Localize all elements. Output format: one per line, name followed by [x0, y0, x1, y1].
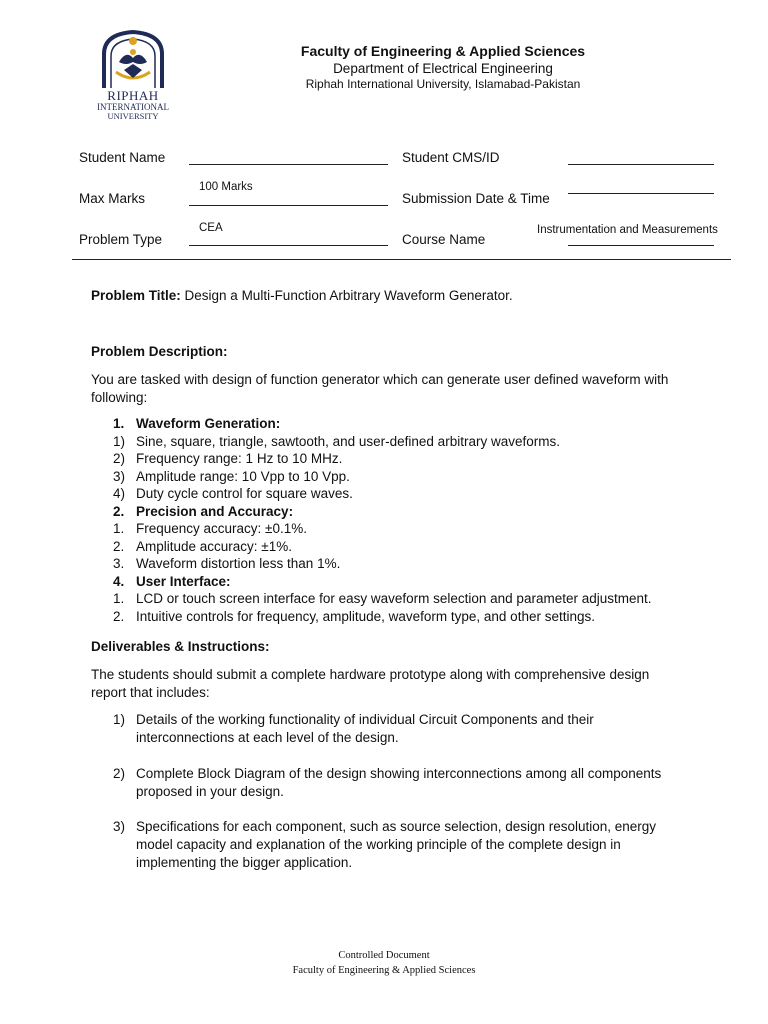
problem-type-value: CEA — [199, 222, 223, 234]
deliverables-heading: Deliverables & Instructions: — [91, 639, 270, 654]
requirement-item: Frequency accuracy: ±0.1%. — [136, 521, 307, 536]
requirement-category: User Interface: — [136, 574, 231, 589]
deliverable-line: Complete Block Diagram of the design showing interconnections among all components — [136, 766, 662, 781]
requirement-item: LCD or touch screen interface for easy waveform selection and parameter adjustment. — [136, 591, 652, 606]
description-intro-line2: following: — [91, 390, 148, 405]
requirement-number: 4) — [113, 486, 126, 501]
requirement-number: 1. — [113, 521, 125, 536]
faculty-title: Faculty of Engineering & Applied Sciences — [300, 43, 586, 59]
description-intro-line1: You are tasked with design of function generator which can generate user defined waveform with — [91, 372, 669, 387]
requirement-number: 1) — [113, 434, 126, 449]
submission-label: Submission Date & Time — [402, 191, 550, 206]
requirement-category: Precision and Accuracy: — [136, 504, 294, 519]
student-name-field[interactable] — [189, 164, 388, 165]
logo-word-international: INTERNATIONAL — [97, 102, 169, 112]
problem-type-label: Problem Type — [79, 232, 163, 247]
requirement-number: 1. — [113, 416, 125, 431]
footer-faculty: Faculty of Engineering & Applied Sciences — [292, 965, 476, 976]
requirement-item: Sine, square, triangle, sawtooth, and user-defined arbitrary waveforms. — [136, 434, 560, 449]
course-name-label: Course Name — [402, 232, 486, 247]
max-marks-value: 100 Marks — [199, 181, 253, 193]
requirement-item: Amplitude range: 10 Vpp to 10 Vpp. — [136, 469, 350, 484]
problem-type-field[interactable] — [189, 245, 388, 246]
course-name-field[interactable] — [568, 245, 714, 246]
student-id-label: Student CMS/ID — [402, 150, 500, 165]
deliverables-intro-line2: report that includes: — [91, 685, 210, 700]
requirement-number: 2. — [113, 539, 125, 554]
deliverable-number: 3) — [113, 819, 126, 834]
logo-word-university: UNIVERSITY — [107, 111, 159, 121]
requirement-number: 4. — [113, 574, 125, 589]
university-title: Riphah International University, Islamabad-Pakistan — [305, 77, 581, 91]
max-marks-field[interactable] — [189, 205, 388, 206]
deliverable-number: 1) — [113, 712, 126, 727]
requirement-category: Waveform Generation: — [136, 416, 281, 431]
description-heading: Problem Description: — [91, 344, 228, 359]
requirement-item: Duty cycle control for square waves. — [136, 486, 353, 501]
deliverable-line: proposed in your design. — [136, 784, 284, 799]
problem-title-label: Problem Title: — [91, 288, 181, 303]
requirement-number: 2. — [113, 504, 125, 519]
deliverable-line: implementing the bigger application. — [136, 855, 353, 870]
header-divider — [72, 259, 731, 260]
requirement-number: 2. — [113, 609, 125, 624]
logo-word-riphah: RIPHAH — [107, 88, 159, 103]
requirement-item: Amplitude accuracy: ±1%. — [136, 539, 292, 554]
problem-title-text: Design a Multi-Function Arbitrary Waveform Generator. — [180, 288, 513, 303]
university-logo — [86, 28, 180, 124]
submission-field[interactable] — [568, 193, 714, 194]
max-marks-label: Max Marks — [79, 191, 146, 206]
deliverable-number: 2) — [113, 766, 126, 781]
student-id-field[interactable] — [568, 164, 714, 165]
requirement-item: Waveform distortion less than 1%. — [136, 556, 341, 571]
problem-title — [91, 287, 513, 305]
deliverables-intro-line1: The students should submit a complete hardware prototype along with comprehensive design — [91, 667, 650, 682]
deliverable-line: Specifications for each component, such as source selection, design resolution, energy — [136, 819, 657, 834]
footer-controlled-document: Controlled Document — [338, 950, 430, 961]
requirement-item: Frequency range: 1 Hz to 10 MHz. — [136, 451, 343, 466]
student-name-label: Student Name — [79, 150, 166, 165]
requirement-number: 3) — [113, 469, 126, 484]
requirement-number: 3. — [113, 556, 125, 571]
deliverable-line: model capacity and explanation of the working principle of the complete design in — [136, 837, 621, 852]
requirement-number: 1. — [113, 591, 125, 606]
requirement-number: 2) — [113, 451, 126, 466]
department-title: Department of Electrical Engineering — [333, 61, 553, 76]
deliverable-line: Details of the working functionality of individual Circuit Components and their — [136, 712, 594, 727]
crest-icon — [86, 28, 180, 90]
requirement-item: Intuitive controls for frequency, amplitude, waveform type, and other settings. — [136, 609, 595, 624]
deliverable-line: interconnections at each level of the design. — [136, 730, 399, 745]
course-name-value: Instrumentation and Measurements — [537, 224, 718, 236]
